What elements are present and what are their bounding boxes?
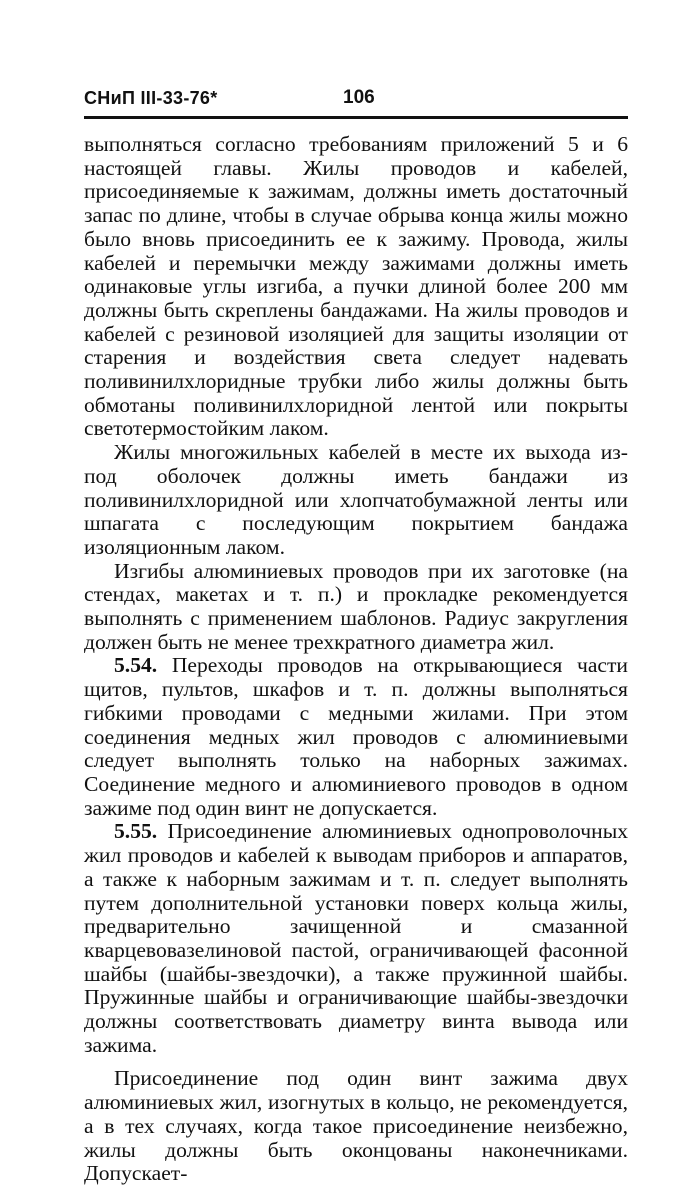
page-header: [84, 86, 628, 119]
page-number: 106: [343, 87, 375, 108]
paragraph-text: выполняться согласно требованиям приложений 5 и 6 настоящей главы. Жилы проводов и кабелей, присоединяемые к зажимам, должны иметь достаточный запас по длине, чтобы в случае обрыва конца жилы можно было вновь присоединить ее к зажиму. Провода, жилы кабелей и перемычки между зажимами должны иметь одинаковые углы изгиба, а пучки длиной более 200 мм должны быть скреплены бандажами. На жилы проводов и кабелей с резиновой изоляцией для защиты изоляции от старения и воздействия света следует надевать поливинилхлоридные трубки либо жилы должны быть обмотаны поливинилхлоридной лентой или покрыты светотермостойким лаком.: [84, 132, 628, 441]
paragraph-cable-ends: [84, 441, 628, 560]
clause-text: Присоединение алюминиевых однопроволочных жил проводов и кабелей к выводам приборов и аппаратов, а также к наборным зажимам и т. п. следует выполнять путем дополнительной установки поверх кольца жилы, предварительно зачищенной и смазанной кварцевовазелиновой пастой, ограничивающей фасонной шайбы (шайбы-звездочки), а также пружинной шайбы. Пружинные шайбы и ограничивающие шайбы-звездочки должны соответствовать диаметру винта вывода или зажима.: [84, 819, 629, 1057]
paragraph-text: Присоединение под один винт зажима двух алюминиевых жил, изогнутых в кольцо, не рекомендуется, а в тех случаях, когда такое присоединение неизбежно, жилы должны быть оконцованы наконечниками. Допускает-: [84, 1066, 628, 1186]
document-page: [84, 86, 628, 1186]
body-text: [84, 133, 628, 1186]
paragraph-text: Жилы многожильных кабелей в месте их выхода из-под оболочек должны иметь бандажи из поливинилхлоридной или хлопчатобумажной ленты или шпагата с последующим покрытием бандажа изоляционным лаком.: [84, 440, 628, 559]
document-code: СНиП III-33-76*: [84, 88, 218, 108]
clause-5-54: [84, 654, 628, 820]
clause-number: 5.54.: [114, 653, 158, 678]
paragraph-two-wires: [84, 1067, 628, 1186]
paragraph-continuation: [84, 133, 628, 441]
clause-number: 5.55.: [114, 819, 158, 844]
paragraph-aluminium-bends: [84, 560, 628, 655]
clause-text: Переходы проводов на открывающиеся части щитов, пультов, шкафов и т. п. должны выполняться гибкими проводами с медными жилами. При этом соединения медных жил проводов с алюминиевыми следует выполнять только на наборных зажимах. Соединение медного и алюминиевого проводов в одном зажиме под один винт не допускается.: [84, 653, 628, 820]
paragraph-text: Изгибы алюминиевых проводов при их заготовке (на стендах, макетах и т. п.) и прокладке рекомендуется выполнять с применением шаблонов. Радиус закругления должен быть не менее трехкратного диаметра жил.: [84, 558, 628, 654]
clause-5-55: [84, 820, 628, 1057]
